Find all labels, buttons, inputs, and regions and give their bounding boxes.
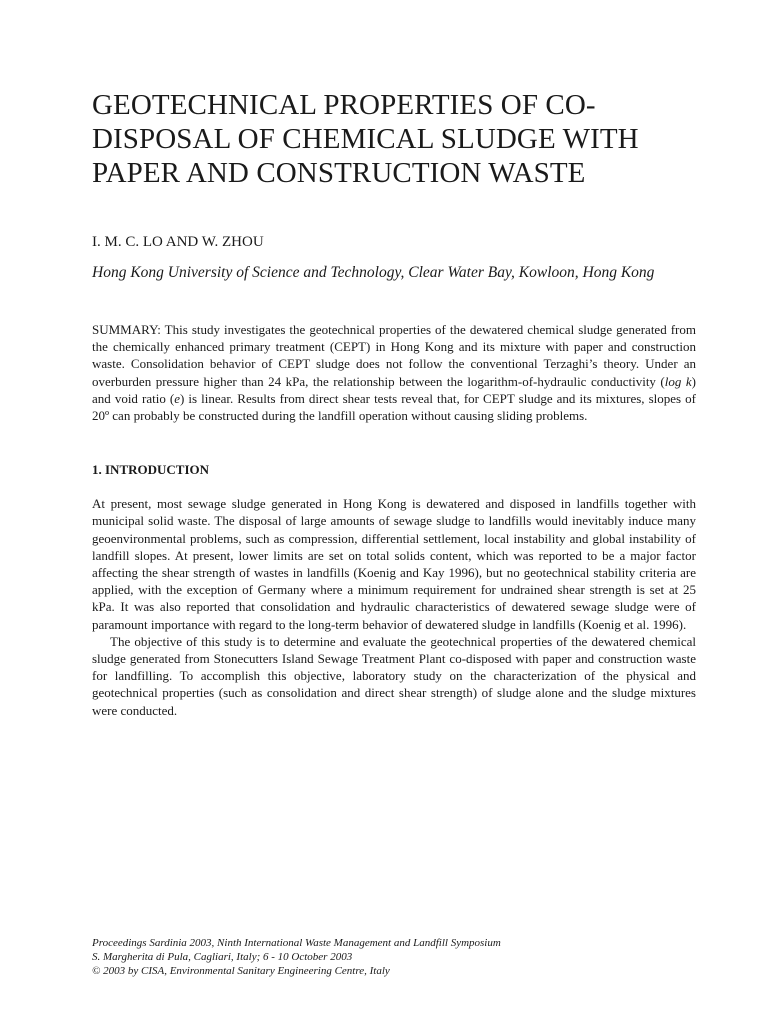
paper-page [92, 88, 696, 719]
paper-title: GEOTECHNICAL PROPERTIES OF CO-DISPOSAL OF CHEMICAL SLUDGE WITH PAPER AND CONSTRUCTION WASTE [92, 89, 639, 189]
symbol-e: e [174, 390, 180, 406]
footer-location-line: S. Margherita di Pula, Cagliari, Italy; 6 - 10 October 2003 [92, 951, 353, 963]
introduction-paragraph: The objective of this study is to determine and evaluate the geotechnical properties of the dewatered chemical sludge generated from Stonecutters Island Sewage Treatment Plant co-disposed with paper and construction waste for landfilling. To accomplish this objective, laboratory study on the characterization of the physical and geotechnical properties (such as consolidation and direct shear strength) of sludge alone and the sludge mixtures were conducted. [92, 633, 696, 718]
introduction-paragraph: At present, most sewage sludge generated in Hong Kong is dewatered and disposed in landfills together with municipal solid waste. The disposal of large amounts of sewage sludge to landfills would inevitably induce many geoenvironmental problems, such as compression, differential settlement, local instability and global instability of landfill slopes. At present, lower limits are set on total solids content, which was reported to be a major factor affecting the shear strength of wastes in landfills (Koenig and Kay 1996), but no geotechnical stability criteria are applied, with the exception of Germany where a minimum requirement for undrained shear strength is set at 25 kPa. It was also reported that consolidation and hydraulic characteristics of dewatered sewage sludge were of paramount importance with regard to the long-term behavior of dewatered sludge in landfills (Koenig et al. 1996). [92, 496, 696, 632]
introduction-body [92, 495, 696, 719]
summary-text-part3: ) is linear. Results from direct shear tests reveal that, for CEPT sludge and its mixtures, slopes of 20º can probably be constructed during the landfill operation without causing sliding problems. [92, 390, 696, 424]
proceedings-footer [92, 936, 696, 978]
summary-text-part2: ) and void ratio ( [92, 373, 696, 406]
summary-abstract [92, 321, 696, 424]
footer-copyright-line: © 2003 by CISA, Environmental Sanitary Engineering Centre, Italy [92, 965, 390, 977]
author-list: I. M. C. LO AND W. ZHOU [92, 234, 264, 250]
section-heading-introduction: 1. INTRODUCTION [92, 462, 210, 478]
author-affiliation: Hong Kong University of Science and Technology, Clear Water Bay, Kowloon, Hong Kong [92, 264, 655, 281]
summary-paragraph [92, 321, 696, 424]
summary-text-part1: SUMMARY: This study investigates the geotechnical properties of the dewatered chemical sludge generated from the chemically enhanced primary treatment (CEPT) in Hong Kong and its mixture with paper and construction waste. Consolidation behavior of CEPT sludge does not follow the conventional Terzaghi’s theory. Under an overburden pressure higher than 24 kPa, the relationship between the logarithm-of-hydraulic conductivity ( [92, 322, 696, 389]
symbol-log-k: log k [664, 373, 692, 389]
footer-proceedings-line: Proceedings Sardinia 2003, Ninth International Waste Management and Landfill Symposium [92, 937, 501, 949]
